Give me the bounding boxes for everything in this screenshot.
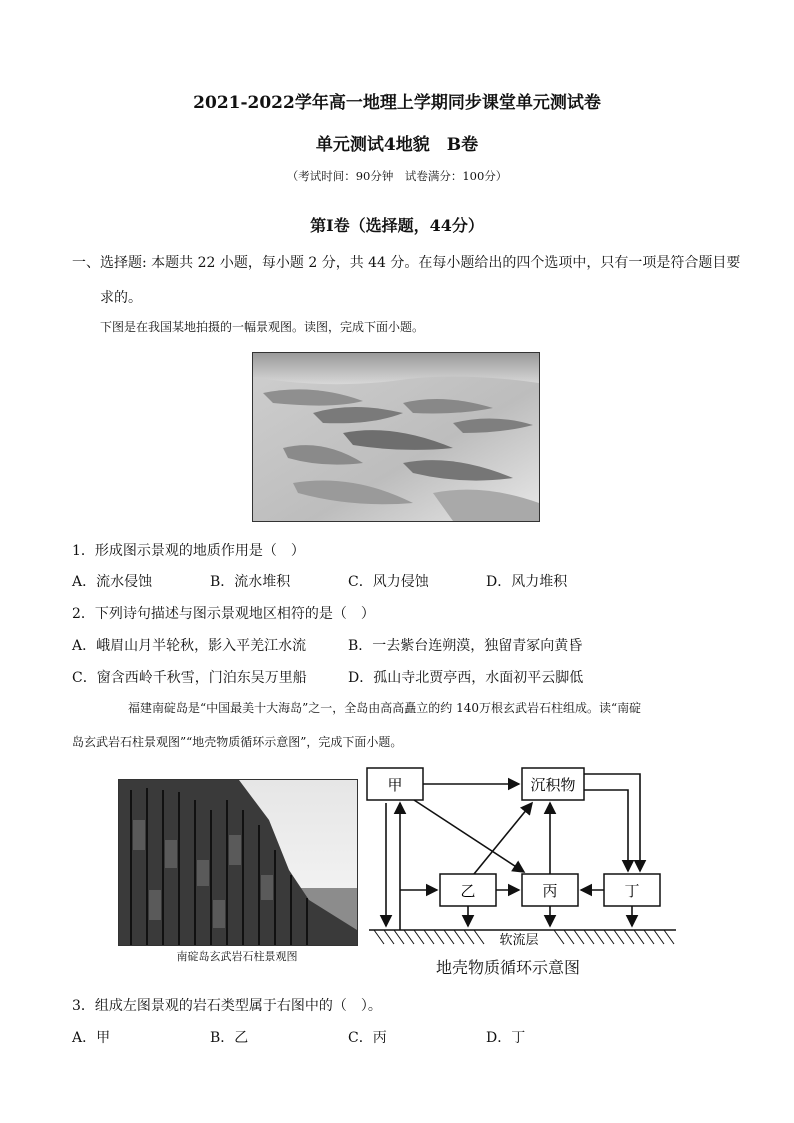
section-title: 第Ⅰ卷（选择题，44分）: [310, 216, 484, 235]
diagram-caption: 地壳物质循环示意图: [436, 958, 581, 977]
q3-stem: 3．组成左图景观的岩石类型属于右图中的（ ）。: [72, 998, 382, 1014]
intro-text-2-line1: 福建南碇岛是“中国最美十大海岛”之一，全岛由高高矗立的约 140万根玄武岩石柱组成。读“南碇: [128, 701, 642, 715]
q2-option-b: B．一去紫台连朔漠，独留青冢向黄昏: [348, 638, 583, 654]
q1-option-c: C．风力侵蚀: [348, 574, 429, 590]
exam-title: 2021-2022学年高一地理上学期同步课堂单元测试卷: [193, 93, 601, 113]
basalt-columns-photo: [118, 779, 358, 946]
intro-text-1: 下图是在我国某地拍摄的一幅景观图。读图，完成下面小题。: [100, 320, 425, 334]
desert-dune-photo: [252, 352, 540, 522]
box-jia: 甲: [387, 776, 403, 794]
exam-subtitle: 单元测试4地貌 B卷: [315, 135, 479, 155]
intro-text-2-line2: 岛玄武岩石柱景观图”“地壳物质循环示意图”，完成下面小题。: [72, 735, 403, 749]
box-sediment: 沉积物: [530, 776, 576, 794]
q1-option-b: B．流水堆积: [210, 574, 291, 590]
q2-option-c: C．窗含西岭千秋雪，门泊东吴万里船: [72, 670, 307, 686]
q2-option-d: D．孤山寺北贾亭西，水面初平云脚低: [348, 670, 584, 686]
q3-option-c: C．丙: [348, 1030, 387, 1046]
q1-option-d: D．风力堆积: [486, 574, 568, 590]
q2-stem: 2．下列诗句描述与图示景观地区相符的是（ ）: [72, 606, 375, 622]
q3-option-d: D．丁: [486, 1030, 526, 1046]
box-ding: 丁: [624, 882, 640, 900]
exam-info: （考试时间：90分钟 试卷满分：100分）: [286, 169, 508, 183]
instructions-line2: 求的。: [100, 290, 142, 306]
photo-caption: 南碇岛玄武岩石柱景观图: [176, 950, 298, 963]
instructions-line1: 一、选择题: 本题共 22 小题，每小题 2 分，共 44 分。在每小题给出的四个选项中，只有一项是符合题目要: [72, 255, 741, 271]
q3-option-a: A．甲: [72, 1030, 111, 1046]
q1-stem: 1．形成图示景观的地质作用是（ ）: [72, 543, 305, 559]
box-yi: 乙: [460, 882, 476, 900]
box-bing: 丙: [542, 882, 558, 900]
crust-cycle-diagram: [364, 760, 684, 950]
q1-option-a: A．流水侵蚀: [72, 574, 153, 590]
q3-option-b: B．乙: [210, 1030, 249, 1046]
q2-option-a: A．峨眉山月半轮秋，影入平羌江水流: [72, 638, 307, 654]
layer-label: 软流层: [499, 933, 539, 948]
